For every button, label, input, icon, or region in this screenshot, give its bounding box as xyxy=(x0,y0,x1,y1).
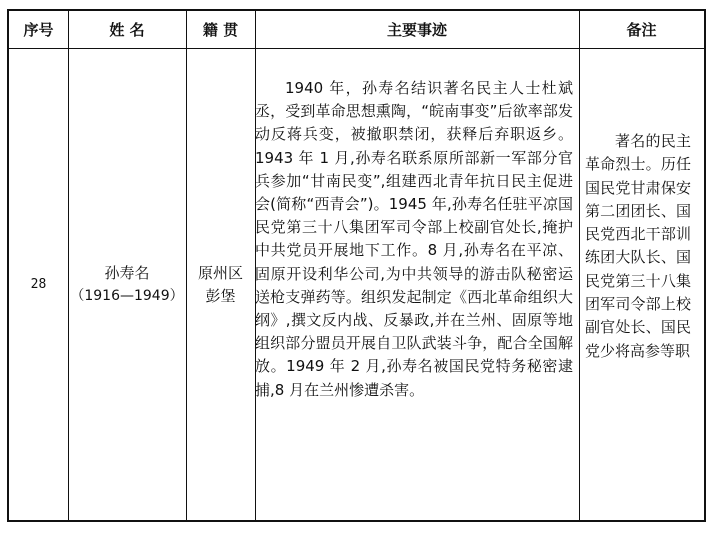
header-deeds: 主要事迹 xyxy=(386,21,447,39)
remarks-text: 著名的民主革命烈士。历任国民党甘肃保安第二团团长、国民党西北干部训练团大队长、国民党第三十八集团军司令部上校副官处长、国民党少将高参等职 xyxy=(585,132,691,360)
table-row xyxy=(9,49,68,520)
origin-town: 彭堡 xyxy=(205,286,236,305)
deeds-text: 1940 年，孙寿名结识著名民主人士杜斌丞，受到革命思想熏陶，“皖南事变”后欲率部发动反蒋兵变，被撤职禁闭，获释后弃职返乡。1943 年 1 月,孙寿名联系原所部新一军部分官兵参加“甘南民变”,组建西北青年抗日民主促进会(简称“西青会”)。1945 年,孙寿名任驻平凉国民党第三十八集团军司令部上校副官处长,掩护中共党员开展地下工作。8 月,孙寿名在平凉、固原开设利华公司,为中共领导的游击队秘密运送枪支弹药等。组织发起制定《西北革命组织大纲》,撰文反内战、反暴政,并在兰州、固原等地组织部分盟员开展自卫队武装斗争，配合全国解放。1949 年 2 月,孙寿名被国民党特务秘密逮捕,8 月在兰州惨遭杀害。 xyxy=(255,79,573,399)
person-lifespan: （1916—1949） xyxy=(70,287,184,304)
header-remarks: 备注 xyxy=(626,21,657,39)
header-origin: 籍 贯 xyxy=(202,21,239,39)
person-name: 孙寿名 xyxy=(104,263,150,282)
row-index: 28 xyxy=(30,277,47,292)
name-cell xyxy=(68,49,186,520)
header-index: 序号 xyxy=(23,21,54,39)
column-divider xyxy=(579,11,580,520)
origin-district: 原州区 xyxy=(197,263,243,282)
origin-cell xyxy=(186,49,255,520)
header-name: 姓 名 xyxy=(109,21,145,39)
